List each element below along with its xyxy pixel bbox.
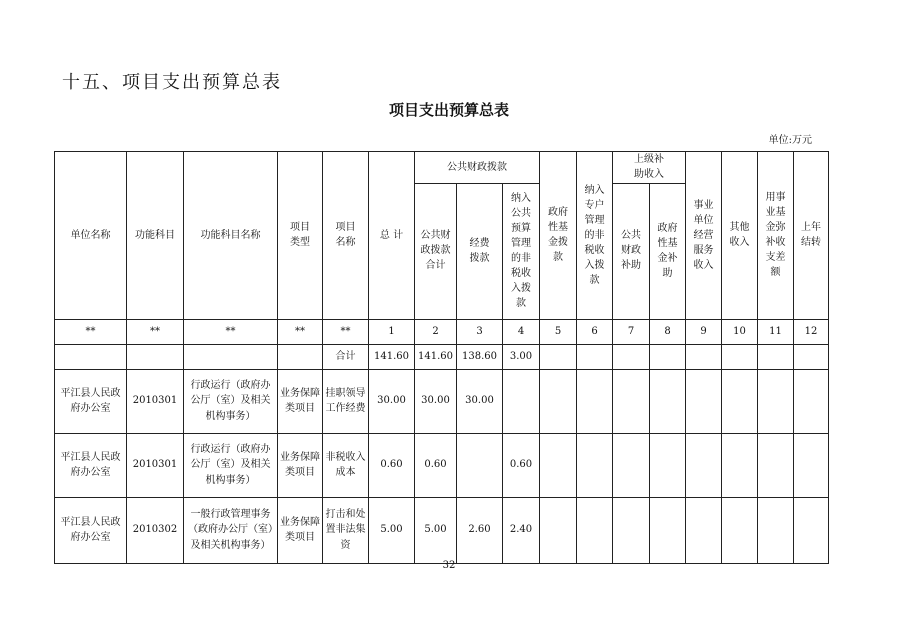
- row-value: 30.00: [415, 369, 457, 433]
- unit-label: 单位:万元: [768, 135, 812, 146]
- total-value: [613, 344, 650, 369]
- row-value: 2.40: [503, 497, 540, 563]
- header-other-income: [722, 152, 758, 320]
- header-public-finance-subsidy-label: 公共财政补助: [621, 230, 642, 272]
- header-unit-name: 单位名称: [55, 152, 127, 320]
- header-public-finance-subsidy: [613, 183, 650, 319]
- index-cell: 9: [686, 319, 722, 344]
- total-value: 138.60: [457, 344, 503, 369]
- table-row: [55, 369, 829, 433]
- row-project-name: 非税收入成本: [323, 433, 369, 497]
- header-non-tax-mgmt: [503, 183, 540, 319]
- row-func-code: 2010301: [127, 369, 184, 433]
- index-cell: 2: [415, 319, 457, 344]
- row-value: [758, 433, 794, 497]
- row-value: [613, 433, 650, 497]
- document-title: 项目支出预算总表: [388, 101, 509, 119]
- row-value: [758, 497, 794, 563]
- header-fund-gap-label: 用事业基金弥补收支差额: [765, 192, 786, 278]
- row-value: [577, 369, 613, 433]
- header-superior-subsidy-label: 上级补助收入: [634, 154, 665, 180]
- header-other-income-label: 其他收入: [729, 222, 750, 248]
- row-value: [503, 369, 540, 433]
- row-value: [577, 497, 613, 563]
- row-value: [686, 369, 722, 433]
- header-special-account-label: 纳入专户管理的非税收入拨款: [584, 184, 605, 286]
- header-carry-over-label: 上年结转: [801, 222, 822, 248]
- row-value: [722, 433, 758, 497]
- header-project-name: [323, 152, 369, 320]
- row-func-name: 行政运行（政府办公厅（室）及相关机构事务）: [184, 433, 278, 497]
- index-cell: **: [278, 319, 323, 344]
- table-row: [55, 433, 829, 497]
- index-cell: 10: [722, 319, 758, 344]
- header-public-finance-total-label: 公共财政拨款合计: [420, 230, 451, 272]
- row-unit: 平江县人民政府办公室: [55, 369, 127, 433]
- total-empty-cell: [127, 344, 184, 369]
- page-number: 32: [442, 560, 456, 571]
- row-unit: 平江县人民政府办公室: [55, 433, 127, 497]
- total-value: [758, 344, 794, 369]
- row-project-name: 挂职领导工作经费: [323, 369, 369, 433]
- header-func-name: 功能科目名称: [184, 152, 278, 320]
- row-value: 5.00: [415, 497, 457, 563]
- budget-table: [54, 151, 829, 564]
- total-value: 141.60: [369, 344, 415, 369]
- total-empty-cell: [278, 344, 323, 369]
- header-gov-fund-subsidy: [650, 183, 686, 319]
- row-value: [686, 433, 722, 497]
- row-value: 5.00: [369, 497, 415, 563]
- row-value: [540, 433, 577, 497]
- index-cell: 6: [577, 319, 613, 344]
- row-value: 30.00: [369, 369, 415, 433]
- header-public-finance-total: [415, 183, 457, 319]
- row-value: 0.60: [503, 433, 540, 497]
- header-gov-fund-label: 政府性基金拨款: [548, 207, 569, 263]
- row-value: [650, 433, 686, 497]
- header-row-top: [55, 152, 829, 184]
- row-value: [650, 369, 686, 433]
- index-cell: **: [184, 319, 278, 344]
- row-value: [577, 433, 613, 497]
- total-empty-cell: [184, 344, 278, 369]
- total-value: 3.00: [503, 344, 540, 369]
- row-func-code: 2010302: [127, 497, 184, 563]
- total-value: [794, 344, 829, 369]
- total-value: [686, 344, 722, 369]
- total-empty-cell: [55, 344, 127, 369]
- row-value: 0.60: [369, 433, 415, 497]
- header-special-account: [577, 152, 613, 320]
- row-func-name: 一般行政管理事务（政府办公厅（室）及相关机构事务）: [184, 497, 278, 563]
- index-cell: 4: [503, 319, 540, 344]
- index-cell: **: [55, 319, 127, 344]
- row-value: [650, 497, 686, 563]
- table-row: [55, 497, 829, 563]
- header-carry-over: [794, 152, 829, 320]
- index-cell: 11: [758, 319, 794, 344]
- index-cell: 3: [457, 319, 503, 344]
- row-value: [613, 497, 650, 563]
- total-label: 合计: [323, 344, 369, 369]
- header-gov-fund-subsidy-label: 政府性基金补助: [657, 222, 678, 279]
- header-superior-subsidy-group: [613, 152, 686, 184]
- index-cell: 5: [540, 319, 577, 344]
- row-value: [613, 369, 650, 433]
- total-value: [540, 344, 577, 369]
- row-project-type: 业务保障类项目: [278, 497, 323, 563]
- header-func-code: 功能科目: [127, 152, 184, 320]
- row-unit: 平江县人民政府办公室: [55, 497, 127, 563]
- row-value: [540, 497, 577, 563]
- header-business-income: [686, 152, 722, 320]
- row-project-type: 业务保障类项目: [278, 433, 323, 497]
- index-cell: 7: [613, 319, 650, 344]
- row-value: 2.60: [457, 497, 503, 563]
- row-value: [722, 497, 758, 563]
- row-value: [722, 369, 758, 433]
- header-project-type-label: 项目类型: [290, 222, 310, 248]
- header-project-type: [278, 152, 323, 320]
- index-cell: 1: [369, 319, 415, 344]
- header-total: 总 计: [369, 152, 415, 320]
- row-project-name: 打击和处置非法集资: [323, 497, 369, 563]
- header-gov-fund: [540, 152, 577, 320]
- row-func-name: 行政运行（政府办公厅（室）及相关机构事务）: [184, 369, 278, 433]
- header-project-name-label: 项目名称: [335, 222, 356, 248]
- total-row: [55, 344, 829, 369]
- header-funding-allocation-label: 经费拨款: [469, 237, 490, 264]
- section-title: 十五、项目支出预算总表: [62, 72, 282, 93]
- header-public-finance-group: 公共财政拨款: [415, 152, 540, 184]
- index-cell: 12: [794, 319, 829, 344]
- row-value: 0.60: [415, 433, 457, 497]
- index-cell: 8: [650, 319, 686, 344]
- header-fund-gap: [758, 152, 794, 320]
- index-row: [55, 319, 829, 344]
- index-cell: **: [127, 319, 184, 344]
- header-non-tax-mgmt-label: 纳入公共预算管理的非税收入拨款: [511, 192, 532, 309]
- row-value: [686, 497, 722, 563]
- index-cell: **: [323, 319, 369, 344]
- row-func-code: 2010301: [127, 433, 184, 497]
- row-value: [540, 369, 577, 433]
- row-value: [794, 369, 829, 433]
- total-value: 141.60: [415, 344, 457, 369]
- total-value: [650, 344, 686, 369]
- row-value: [457, 433, 503, 497]
- total-value: [577, 344, 613, 369]
- row-value: 30.00: [457, 369, 503, 433]
- header-business-income-label: 事业单位经营服务收入: [693, 199, 714, 271]
- header-funding-allocation: [457, 183, 503, 319]
- row-value: [758, 369, 794, 433]
- total-value: [722, 344, 758, 369]
- row-value: [794, 497, 829, 563]
- row-value: [794, 433, 829, 497]
- row-project-type: 业务保障类项目: [278, 369, 323, 433]
